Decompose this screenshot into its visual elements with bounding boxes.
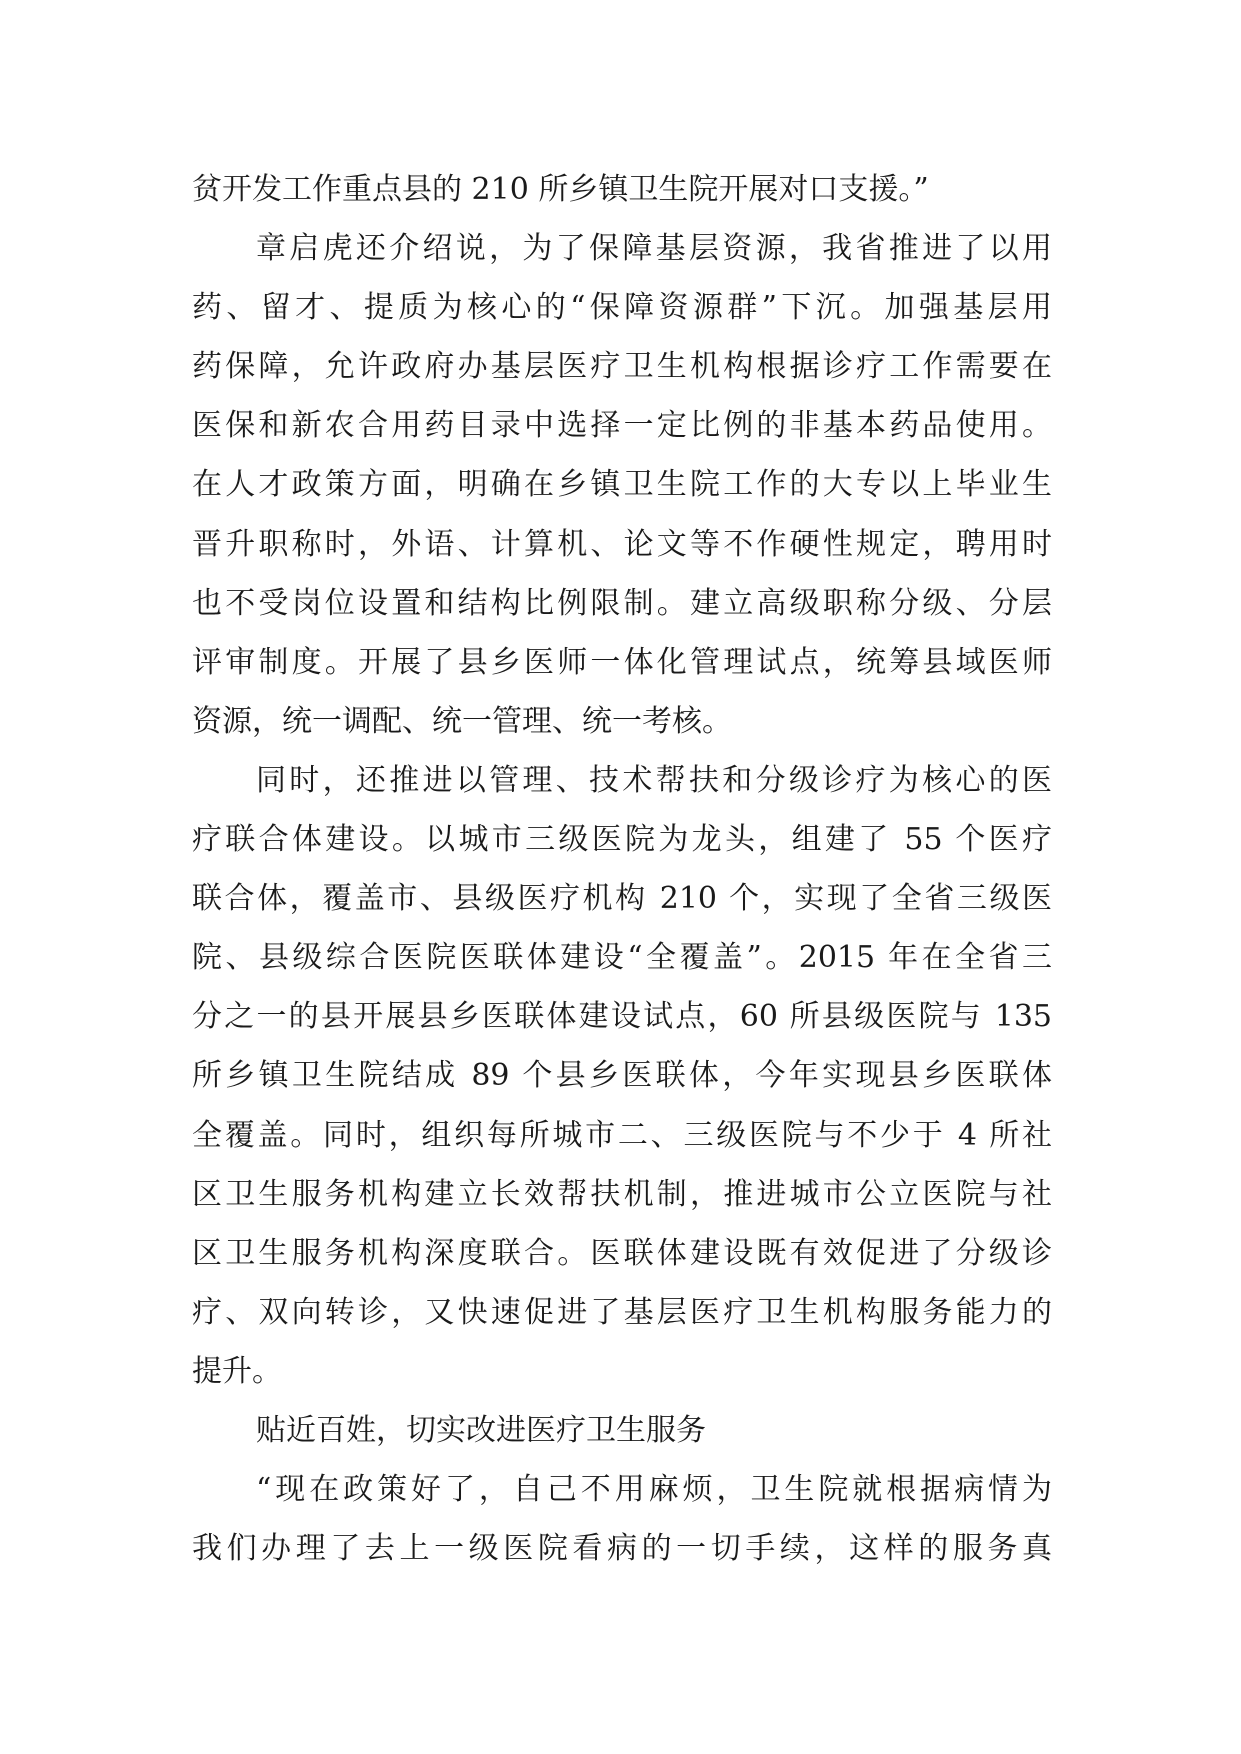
- text-line: 联合体，覆盖市、县级医疗机构 210 个，实现了全省三级医: [192, 881, 1052, 917]
- text-line: 章启虎还介绍说，为了保障基层资源，我省推进了以用: [256, 231, 1052, 267]
- article-body: [192, 160, 1052, 1578]
- text-line: 资源，统一调配、统一管理、统一考核。: [192, 703, 732, 739]
- text-line: 药、留才、提质为核心的“保障资源群”下沉。加强基层用: [192, 290, 1052, 326]
- text-line: 评审制度。开展了县乡医师一体化管理试点，统筹县域医师: [192, 644, 1052, 680]
- text-line: 疗、双向转诊，又快速促进了基层医疗卫生机构服务能力的: [192, 1294, 1052, 1330]
- text-line: 提升。: [192, 1353, 282, 1389]
- section-heading: 贴近百姓，切实改进医疗卫生服务: [256, 1412, 706, 1448]
- text-line: 全覆盖。同时，组织每所城市二、三级医院与不少于 4 所社: [192, 1117, 1052, 1153]
- text-line: 贫开发工作重点县的 210 所乡镇卫生院开展对口支援。”: [192, 172, 929, 207]
- text-line: 区卫生服务机构建立长效帮扶机制，推进城市公立医院与社: [192, 1176, 1052, 1212]
- text-line: 药保障，允许政府办基层医疗卫生机构根据诊疗工作需要在: [192, 349, 1052, 385]
- text-line: “现在政策好了，自己不用麻烦，卫生院就根据病情为: [256, 1472, 1052, 1508]
- text-line: 分之一的县开展县乡医联体建设试点，60 所县级医院与 135: [192, 999, 1052, 1035]
- text-line: 院、县级综合医院医联体建设“全覆盖”。2015 年在全省三: [192, 940, 1052, 976]
- text-line: 也不受岗位设置和结构比例限制。建立高级职称分级、分层: [192, 585, 1052, 621]
- text-line: 在人才政策方面，明确在乡镇卫生院工作的大专以上毕业生: [192, 467, 1052, 503]
- text-line: 同时，还推进以管理、技术帮扶和分级诊疗为核心的医: [256, 762, 1052, 798]
- text-line: 医保和新农合用药目录中选择一定比例的非基本药品使用。: [192, 408, 1052, 444]
- text-line: 疗联合体建设。以城市三级医院为龙头，组建了 55 个医疗: [192, 822, 1052, 858]
- text-line: 区卫生服务机构深度联合。医联体建设既有效促进了分级诊: [192, 1235, 1052, 1271]
- text-line: 晋升职称时，外语、计算机、论文等不作硬性规定，聘用时: [192, 526, 1052, 562]
- text-line: 我们办理了去上一级医院看病的一切手续，这样的服务真: [192, 1531, 1052, 1567]
- text-line: 所乡镇卫生院结成 89 个县乡医联体，今年实现县乡医联体: [192, 1058, 1052, 1094]
